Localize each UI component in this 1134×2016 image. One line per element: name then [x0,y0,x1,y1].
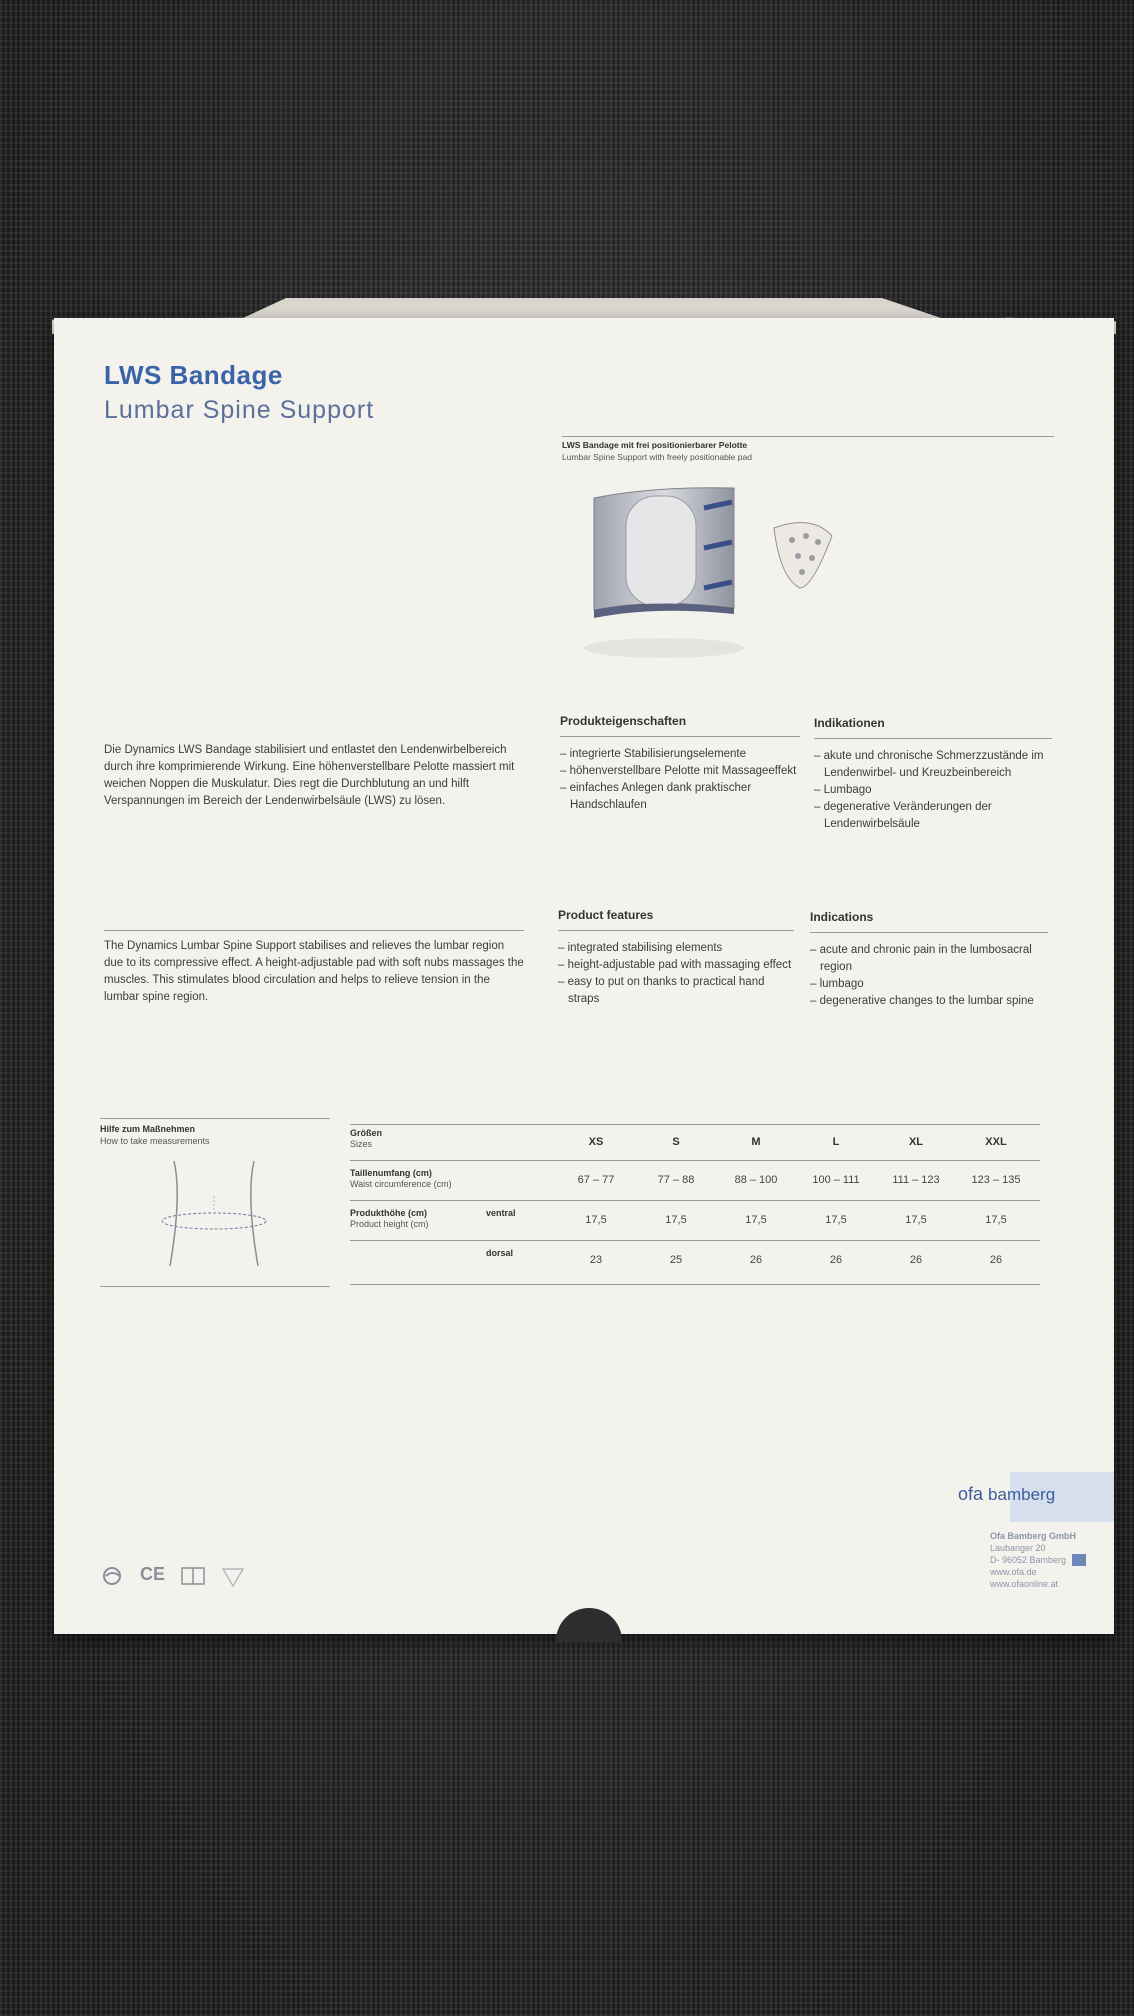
lumbar-support-image [574,478,874,698]
company-address [990,1530,1076,1590]
table-cell: 17,5 [825,1214,847,1226]
features-en-list [558,940,794,1008]
measure-title-en: How to take measurements [100,1136,210,1146]
list-item: – degenerative changes to the lumbar spine [810,993,1048,1010]
dorsal-label: dorsal [486,1248,514,1258]
waist-label-en: Waist circumference (cm) [350,1179,452,1189]
company-city: D- 96052 Bamberg [990,1555,1067,1565]
features-de-list [560,746,800,814]
instructions-icon [180,1566,208,1588]
shield-icon [220,1566,246,1588]
list-item: – height-adjustable pad with massaging effect [558,957,794,974]
table-cell: XS [588,1136,604,1148]
ce-mark: CE [140,1564,166,1584]
company-logo [958,1484,1055,1505]
measure-title-de: Hilfe zum Maßnehmen [100,1124,196,1134]
features-en-heading: Product features [558,908,654,922]
company-web2: www.ofaonline.at [990,1579,1059,1589]
table-cell: 26 [909,1254,923,1266]
list-item: – einfaches Anlegen dank praktischer Handschlaufen [560,780,800,814]
table-cell: L [832,1136,840,1148]
table-cell: 123 – 135 [971,1174,1021,1186]
list-item: – acute and chronic pain in the lumbosacral region [810,942,1048,976]
indications-en-heading: Indications [810,910,874,924]
table-cell: 100 – 111 [812,1174,860,1186]
list-item: – höhenverstellbare Pelotte mit Massageeffekt [560,763,800,780]
list-item: – lumbago [810,976,1048,993]
list-item: – integrated stabilising elements [558,940,794,957]
table-cell: 77 – 88 [657,1174,695,1186]
image-caption-en: Lumbar Spine Support with freely positionable pad [562,452,752,462]
logo-ofa: ofa [958,1484,984,1504]
table-cell: 25 [669,1254,683,1266]
table-cell: 26 [989,1254,1003,1266]
table-cell: 26 [749,1254,763,1266]
height-label-en: Product height (cm) [350,1219,429,1229]
height-label-de: Produkthöhe (cm) [350,1208,428,1218]
features-de-heading: Produkteigenschaften [560,714,687,728]
table-cell: 17,5 [985,1214,1007,1226]
table-cell: XL [908,1136,924,1148]
list-item: – degenerative Veränderungen der Lendenwirbelsäule [814,799,1052,833]
table-cell: 17,5 [665,1214,687,1226]
table-cell: S [672,1136,680,1148]
company-street: Laubanger 20 [990,1543,1046,1553]
description-de: Die Dynamics LWS Bandage stabilisiert und entlastet den Lendenwirbelbereich durch ihre komprimierende Wirkung. Eine höhenverstellbare Pelotte massiert mit weichen Noppen die Muskulatur. Dies regt die Durchblutung an und hilft Verspannungen im Bereich der Lendenwirbelsäule (LWS) zu lösen. [104,744,515,807]
list-item: – easy to put on thanks to practical hand straps [558,974,794,1008]
measurement-diagram [154,1156,284,1276]
table-cell: 111 – 123 [892,1174,940,1186]
sizes-label-de: Größen [350,1128,383,1138]
table-cell: 67 – 77 [577,1174,615,1186]
waist-label-de: Taillenumfang (cm) [350,1168,432,1178]
logo-bamberg: bamberg [988,1485,1056,1504]
list-item: – Lumbago [814,782,1052,799]
ventral-label: ventral [486,1208,516,1218]
table-cell: 17,5 [585,1214,607,1226]
company-web1: www.ofa.de [990,1567,1037,1577]
product-subtitle: Lumbar Spine Support [104,396,375,424]
product-box-back [54,318,1114,1634]
logo-mark [1072,1554,1086,1566]
list-item: – integrierte Stabilisierungselemente [560,746,800,763]
sizes-label-en: Sizes [350,1139,373,1149]
company-name: Ofa Bamberg GmbH [990,1531,1077,1541]
image-caption-de: LWS Bandage mit frei positionierbarer Pelotte [562,440,748,450]
table-cell: 23 [589,1254,603,1266]
table-cell: 26 [829,1254,843,1266]
list-item: – akute und chronische Schmerzzustände im Lendenwirbel- und Kreuzbeinbereich [814,748,1052,782]
description-en: The Dynamics Lumbar Spine Support stabilises and relieves the lumbar region due to its compressive effect. A height-adjustable pad with soft nubs massages the muscles. This stimulates blood circulation and helps to relieve tension in the lumbar spine region. [104,940,524,1003]
table-cell: 17,5 [745,1214,767,1226]
indications-de-heading: Indikationen [814,716,885,730]
product-title: LWS Bandage [104,360,283,390]
manufacturer-seal-icon [98,1566,130,1586]
table-cell: 17,5 [905,1214,927,1226]
table-cell: 88 – 100 [734,1174,778,1186]
indications-en-list [810,942,1048,1010]
indications-de-list [814,748,1052,833]
table-cell: XXL [985,1136,1007,1148]
table-cell: M [751,1136,761,1148]
